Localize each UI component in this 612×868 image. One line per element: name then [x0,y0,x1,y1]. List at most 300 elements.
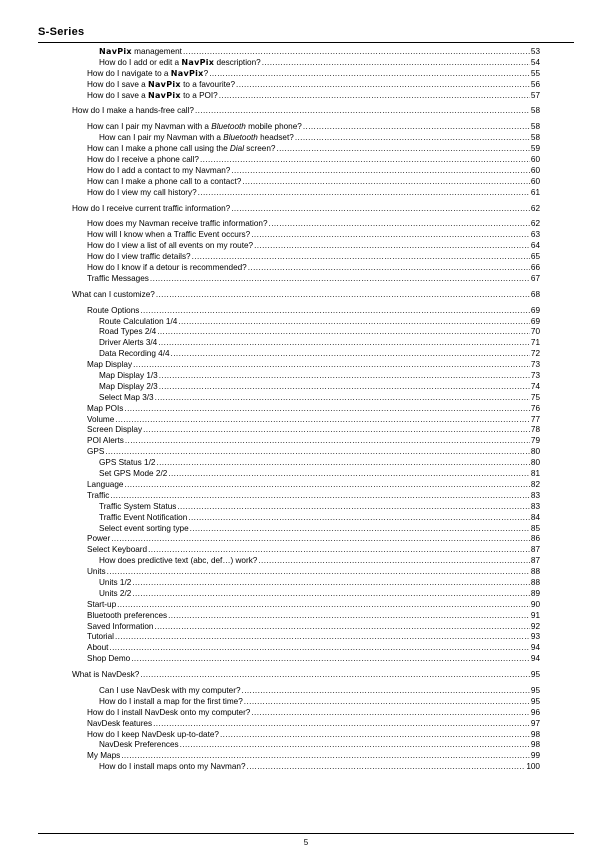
toc-entry-title [87,306,139,317]
title-text: How do I install maps onto my Navman? [99,762,246,772]
dot-leader [257,556,530,567]
toc-page-number: 82 [530,479,540,489]
dot-leader [139,306,530,317]
toc-entry-title [87,632,114,643]
toc-page-number: 95 [530,696,540,706]
toc-entry[interactable] [72,436,540,447]
dot-leader [170,349,530,360]
title-text: Traffic Messages [87,273,149,283]
toc-entry-title [99,502,176,513]
toc-entry[interactable] [72,415,540,426]
dot-leader [241,177,530,188]
title-text: Traffic System Status [99,501,177,511]
toc-page-number: 76 [530,403,540,413]
title-text: Tutorial [87,632,114,642]
title-text: Screen Display [87,425,143,435]
toc-entry-title [72,290,155,301]
toc-entry[interactable] [72,697,540,708]
dot-leader [197,188,530,199]
toc-page-number: 89 [530,588,540,598]
dot-leader [131,578,530,589]
toc-page-number: 99 [530,751,540,761]
title-text: Route Calculation 1/4 [99,316,178,326]
dot-leader [155,458,529,469]
dot-leader [250,230,530,241]
toc-entry-title [87,719,152,730]
toc-entry[interactable] [72,204,540,215]
toc-entry-title [87,252,191,263]
dot-leader [131,589,530,600]
toc-entry[interactable] [72,730,540,741]
toc-entry-title [87,426,142,437]
dot-leader [116,600,530,611]
toc-page-number: 94 [530,654,540,664]
toc-page-number: 66 [530,263,540,273]
toc-entry-title [99,371,158,382]
toc-page-number: 91 [530,610,540,620]
dot-leader [110,534,530,545]
title-text: How do I know if a detour is recommended? [87,263,247,273]
title-text: POI Alerts [87,436,124,446]
toc-page-number: 78 [530,425,540,435]
toc-entry[interactable] [72,447,540,458]
toc-page-number: 63 [530,230,540,240]
toc-entry[interactable] [72,545,540,556]
header-divider [38,42,574,43]
title-text: How can I make a phone call using the [87,144,230,154]
dot-leader [147,545,530,556]
toc-page-number: 98 [530,740,540,750]
toc-entry[interactable] [72,317,540,328]
toc-page-number: 74 [530,381,540,391]
toc-entry-title [99,556,257,567]
toc-entry-title [87,155,199,166]
toc-entry-title [99,338,157,349]
toc-page-number: 58 [530,133,540,143]
toc-page-number: 69 [530,316,540,326]
toc-entry[interactable] [72,643,540,654]
toc-entry[interactable] [72,360,540,371]
toc-entry-title [87,69,208,80]
toc-entry-title [99,697,243,708]
title-text: How do I install NavDesk onto my computer? [87,707,251,717]
toc-entry[interactable] [72,133,540,144]
toc-entry-title [87,415,114,426]
toc-entry-title [87,480,123,491]
dot-leader [156,327,530,338]
title-text: Traffic [87,490,110,500]
toc-entry-title [87,230,250,241]
brand-term: NavPix [170,68,204,78]
toc-page-number: 75 [530,392,540,402]
toc-entry-title [87,219,268,230]
toc-page-number: 100 [526,762,540,772]
title-text: Set GPS Mode 2/2 [99,469,168,479]
toc-entry[interactable] [72,404,540,415]
toc-entry[interactable] [72,393,540,404]
toc-page-number: 97 [530,718,540,728]
toc-entry[interactable] [72,622,540,633]
title-text: Units [87,567,106,577]
toc-entry[interactable] [72,290,540,301]
toc-entry-title [99,349,170,360]
dot-leader [124,436,530,447]
toc-entry-title [87,611,167,622]
dot-leader [208,69,530,80]
toc-page-number: 60 [530,155,540,164]
page-number: 5 [303,838,309,847]
toc-entry[interactable] [72,524,540,535]
title-text: How do I receive a phone call? [87,155,199,164]
table-of-contents [72,47,540,773]
toc-entry[interactable] [72,632,540,643]
brand-term: NavPix [147,79,181,89]
toc-page-number: 60 [530,176,540,186]
dot-leader [108,643,529,654]
toc-entry-title [87,730,219,741]
toc-entry[interactable] [72,578,540,589]
dot-leader [247,263,530,274]
title-text: to a POI? [180,90,218,100]
title-text: Select event sorting type [99,523,189,533]
dot-leader [261,58,530,69]
title-text: About [87,643,109,653]
dot-leader [235,80,530,91]
toc-page-number: 88 [530,577,540,587]
toc-entry[interactable] [72,274,540,285]
title-text: NavDesk features [87,718,153,728]
brand-term: NavPix [147,90,181,100]
toc-page-number: 86 [530,534,540,544]
toc-entry-title [87,80,235,91]
dot-leader [179,740,530,751]
toc-entry[interactable] [72,654,540,665]
title-text: Can I use NavDesk with my computer? [99,685,241,695]
toc-entry-title [99,133,294,144]
toc-page-number: 59 [530,144,540,154]
toc-entry-title [99,47,182,58]
title-text: Map Display 1/3 [99,371,158,381]
toc-entry[interactable] [72,600,540,611]
toc-entry[interactable] [72,426,540,437]
dot-leader [104,447,530,458]
toc-entry[interactable] [72,91,540,102]
toc-entry-title [99,317,177,328]
toc-entry-title [99,458,155,469]
toc-page-number: 55 [530,68,540,78]
toc-entry-title [99,524,189,535]
toc-page-number: 54 [530,57,540,67]
toc-entry[interactable] [72,306,540,317]
toc-entry[interactable] [72,670,540,681]
toc-page-number: 72 [530,349,540,359]
toc-entry[interactable] [72,611,540,622]
toc-entry[interactable] [72,458,540,469]
title-text: How can I pair my Navman with a [87,122,212,132]
toc-entry[interactable] [72,219,540,230]
toc-entry-title [87,534,110,545]
dot-leader [191,252,530,263]
toc-entry-title [99,740,179,751]
toc-entry[interactable] [72,556,540,567]
toc-entry[interactable] [72,382,540,393]
title-text: GPS [87,447,105,457]
title-text: How do I add a contact to my Navman? [87,165,231,175]
toc-entry[interactable] [72,155,540,166]
title-text: How does predictive text (abc, def…) work? [99,556,258,566]
dot-leader [199,155,530,166]
toc-entry[interactable] [72,371,540,382]
title-text: Start-up [87,599,117,609]
title-text: Road Types 2/4 [99,327,157,337]
toc-entry[interactable] [72,740,540,751]
toc-entry[interactable] [72,69,540,80]
toc-entry[interactable] [72,469,540,480]
dot-leader [189,524,530,535]
toc-page-number: 62 [530,219,540,229]
toc-entry[interactable] [72,166,540,177]
toc-entry-title [99,393,154,404]
title-text: What is NavDesk? [72,670,140,680]
toc-entry[interactable] [72,349,540,360]
toc-page-number: 73 [530,360,540,370]
title-text: How do I save a [87,90,148,100]
title-text: What can I customize? [72,289,155,299]
toc-entry-title [99,686,241,697]
footer-divider [38,833,574,834]
brand-term: NavPix [181,57,215,67]
toc-entry[interactable] [72,708,540,719]
toc-entry-title [99,762,246,773]
dot-leader [268,219,530,230]
title-text: management [131,47,182,56]
toc-entry-title [99,578,131,589]
toc-entry-title [87,91,218,102]
brand-term: NavPix [99,47,132,56]
toc-entry-title [87,263,247,274]
dot-leader [167,611,530,622]
title-text: How do I install a map for the first time? [99,696,243,706]
title-text: mobile phone? [245,122,302,132]
title-text: Select Map 3/3 [99,392,154,402]
toc-page-number: 95 [530,670,540,680]
title-text: My Maps [87,751,121,761]
dot-leader [218,91,530,102]
toc-entry[interactable] [72,230,540,241]
toc-entry[interactable] [72,144,540,155]
toc-page-number: 64 [530,241,540,251]
title-text: Power [87,534,111,544]
toc-entry-title [87,122,302,133]
title-text: How do I receive current traffic information? [72,203,231,213]
dot-leader [106,567,530,578]
dot-leader [250,708,530,719]
title-text: Traffic Event Notification [99,512,188,522]
toc-entry[interactable] [72,480,540,491]
emphasis-term: Dial [229,144,245,154]
dot-leader [153,622,529,633]
dot-leader [142,426,530,437]
toc-page-number: 70 [530,327,540,337]
title-text: NavDesk Preferences [99,740,179,750]
toc-page-number: 62 [530,203,540,213]
toc-entry[interactable] [72,263,540,274]
toc-page-number: 83 [530,501,540,511]
emphasis-term: Bluetooth [223,133,258,143]
toc-entry-title [87,708,250,719]
emphasis-term: Bluetooth [211,122,246,132]
toc-page-number: 95 [530,685,540,695]
toc-entry-title [87,654,130,665]
toc-entry[interactable] [72,686,540,697]
header-title: S-Series [38,26,85,38]
title-text: Language [87,479,124,489]
toc-entry-title [99,327,156,338]
title-text: How will I know when a Traffic Event occurs? [87,230,251,240]
toc-page-number: 61 [530,187,540,197]
toc-entry-title [87,622,153,633]
dot-leader [243,697,530,708]
dot-leader [246,762,526,773]
dot-leader [114,415,530,426]
toc-entry-title [87,600,116,611]
toc-entry-title [87,436,124,447]
toc-page-number: 60 [530,165,540,175]
toc-page-number: 81 [530,469,540,479]
dot-leader [167,469,530,480]
dot-leader [114,632,530,643]
toc-page-number: 80 [530,458,540,468]
toc-entry-title [87,274,149,285]
title-text: Map Display [87,360,133,370]
toc-page-number: 57 [530,90,540,100]
title-text: Select Keyboard [87,545,148,555]
title-text: How do I add or edit a [99,57,182,67]
toc-entry-title [87,177,241,188]
toc-entry[interactable] [72,122,540,133]
title-text: Map Display 2/3 [99,381,158,391]
dot-leader [152,719,530,730]
title-text: How do I make a hands-free call? [72,106,194,116]
title-text: Units 2/2 [99,588,132,598]
toc-entry[interactable] [72,47,540,58]
dot-leader [139,670,530,681]
dot-leader [130,654,530,665]
toc-entry[interactable] [72,567,540,578]
toc-entry-title [87,241,253,252]
dot-leader [149,274,530,285]
toc-entry[interactable] [72,80,540,91]
toc-entry[interactable] [72,534,540,545]
toc-page-number: 58 [530,106,540,116]
title-text: How does my Navman receive traffic information? [87,219,268,229]
dot-leader [123,404,529,415]
title-text: How do I view traffic details? [87,252,191,262]
title-text: How can I make a phone call to a contact? [87,176,242,186]
title-text: Driver Alerts 3/4 [99,338,158,348]
toc-entry[interactable] [72,252,540,263]
toc-entry[interactable] [72,188,540,199]
dot-leader [194,106,530,117]
title-text: description? [214,57,261,67]
title-text: How do I view a list of all events on my route? [87,241,254,251]
toc-page-number: 68 [530,289,540,299]
toc-entry-title [72,670,139,681]
toc-entry[interactable] [72,106,540,117]
toc-entry[interactable] [72,502,540,513]
dot-leader [158,382,530,393]
toc-page-number: 84 [530,512,540,522]
toc-page-number: 93 [530,632,540,642]
toc-entry[interactable] [72,338,540,349]
toc-page-number: 88 [530,567,540,577]
dot-leader [132,360,530,371]
toc-entry-title [87,188,197,199]
toc-page-number: 67 [530,273,540,283]
title-text: Data Recording 4/4 [99,349,170,359]
toc-entry[interactable] [72,327,540,338]
toc-entry[interactable] [72,177,540,188]
toc-entry-title [87,751,120,762]
toc-page-number: 87 [530,556,540,566]
dot-leader [275,144,529,155]
toc-page-number: 94 [530,643,540,653]
toc-page-number: 87 [530,545,540,555]
toc-entry[interactable] [72,719,540,730]
toc-page-number: 53 [530,47,540,56]
dot-leader [302,122,530,133]
toc-page-number: 56 [530,79,540,89]
toc-page-number: 92 [530,621,540,631]
toc-entry[interactable] [72,491,540,502]
toc-entry[interactable] [72,241,540,252]
dot-leader [230,166,530,177]
toc-entry[interactable] [72,513,540,524]
toc-page-number: 96 [530,707,540,717]
dot-leader [219,730,530,741]
toc-entry-title [99,58,261,69]
dot-leader [120,751,530,762]
dot-leader [158,371,530,382]
dot-leader [230,204,530,215]
toc-entry[interactable] [72,751,540,762]
toc-page-number: 73 [530,371,540,381]
dot-leader [253,241,530,252]
toc-entry-title [99,513,187,524]
title-text: Volume [87,414,115,424]
toc-entry-title [72,204,230,215]
toc-entry-title [99,469,167,480]
toc-entry[interactable] [72,589,540,600]
title-text: ? [203,68,209,78]
title-text: Bluetooth preferences [87,610,168,620]
title-text: to a favourite? [180,79,236,89]
toc-entry-title [87,166,230,177]
toc-entry[interactable] [72,58,540,69]
toc-page-number: 83 [530,490,540,500]
title-text: Map POIs [87,403,124,413]
toc-entry-title [87,404,123,415]
dot-leader [182,47,530,58]
toc-page-number: 90 [530,599,540,609]
toc-entry-title [87,491,109,502]
dot-leader [157,338,530,349]
toc-entry[interactable] [72,762,540,773]
title-text: Units 1/2 [99,577,132,587]
toc-page-number: 98 [530,729,540,739]
title-text: How do I navigate to a [87,68,171,78]
dot-leader [176,502,530,513]
